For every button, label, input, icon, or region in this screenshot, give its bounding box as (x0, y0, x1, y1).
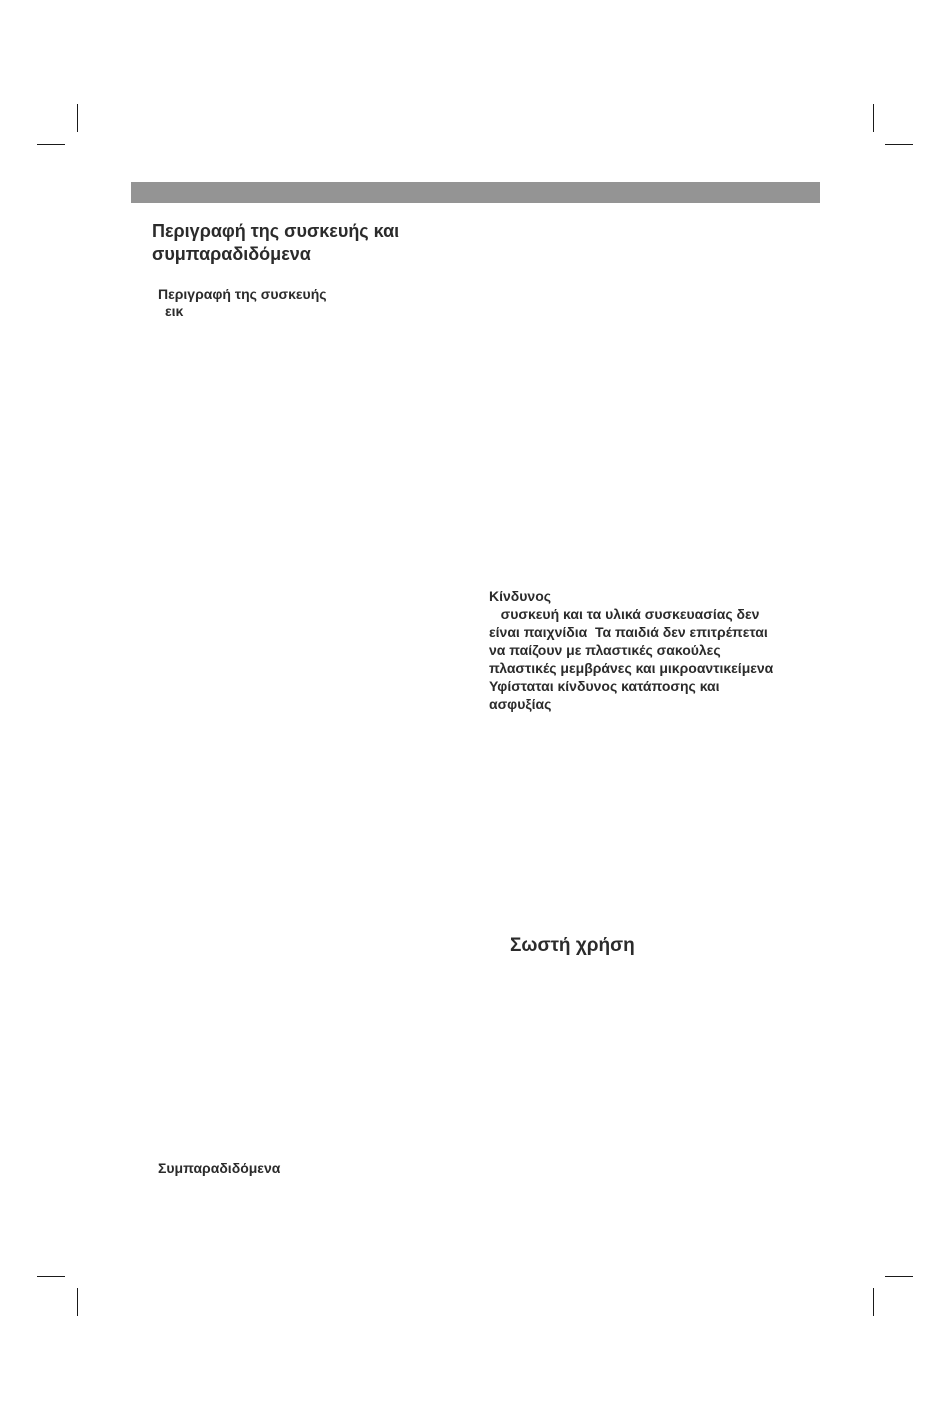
crop-mark (873, 1288, 874, 1316)
figure-label: εικ (165, 303, 184, 319)
accessories-heading: Συμπαραδιδόμενα (158, 1160, 281, 1176)
crop-mark (873, 104, 874, 132)
danger-text-line: είναι παιχνίδια Τα παιδιά δεν επιτρέπεται (489, 624, 768, 640)
danger-heading: Κίνδυνος (489, 588, 552, 604)
section-title: Περιγραφή της συσκευής και συμπαραδιδόμενα (152, 221, 400, 264)
crop-mark (37, 1276, 65, 1277)
device-description-heading: Περιγραφή της συσκευής (158, 286, 327, 302)
danger-text-line: συσκευή και τα υλικά συσκευασίας δεν (489, 606, 760, 622)
crop-mark (77, 1288, 78, 1316)
danger-text-line: Υφίσταται κίνδυνος κατάποσης και (489, 678, 720, 694)
crop-mark (885, 144, 913, 145)
danger-text-line: πλαστικές μεμβράνες και μικροαντικείμενα (489, 660, 774, 676)
danger-warning (489, 587, 829, 713)
crop-mark (885, 1276, 913, 1277)
crop-mark (77, 104, 78, 132)
danger-text-line: να παίζουν με πλαστικές σακούλες (489, 642, 721, 658)
danger-text-line: ασφυξίας (489, 696, 552, 712)
correct-use-heading: Σωστή χρήση (510, 935, 635, 956)
section-header-bar (131, 182, 820, 203)
crop-mark (37, 144, 65, 145)
